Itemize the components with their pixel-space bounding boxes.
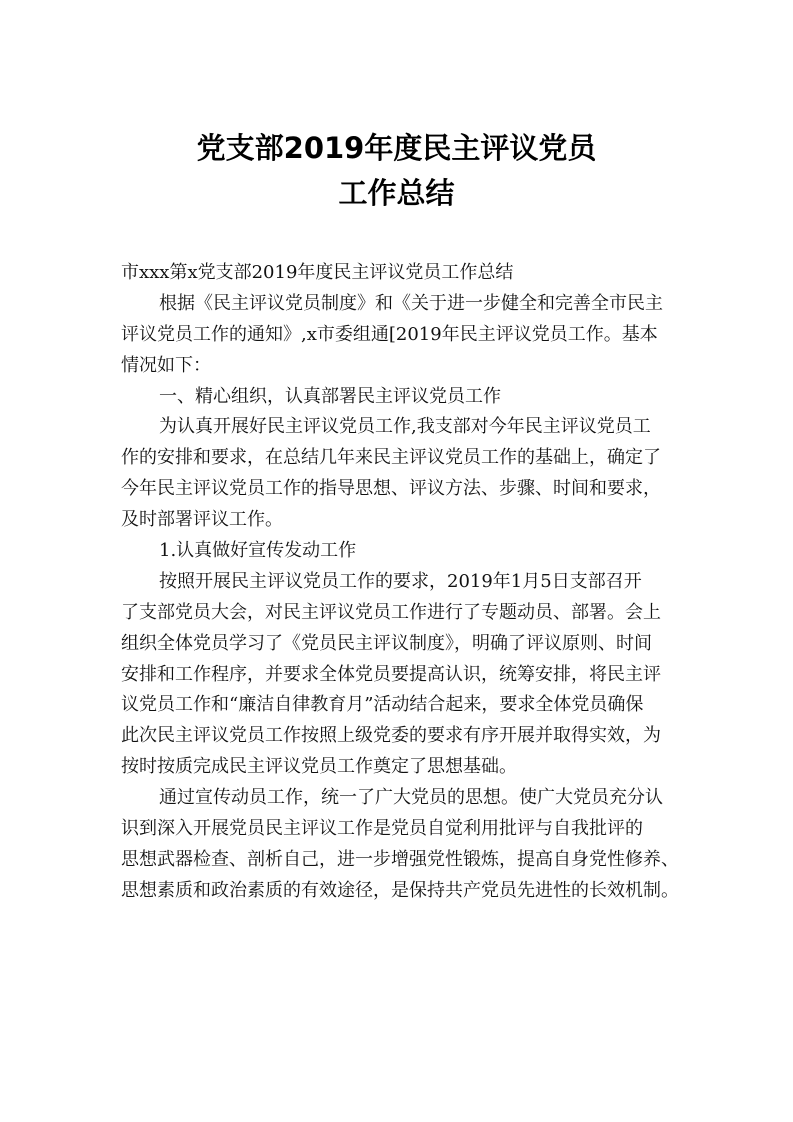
body-line: 议党员工作和“廉洁自律教育月”活动结合起来，要求全体党员确保 [121,694,644,716]
document-title-line-2: 工作总结 [338,176,455,210]
body-line: 安排和工作程序，并要求全体党员要提高认识，统筹安排，将民主评 [121,663,661,685]
body-line: 思想素质和政治素质的有效途径，是保持共产党员先进性的长效机制。 [121,879,679,901]
body-line: 作的安排和要求，在总结几年来民主评议党员工作的基础上，确定了 [121,447,661,469]
body-line: 按时按质完成民主评议党员工作奠定了思想基础。 [121,756,517,778]
body-line: 今年民主评议党员工作的指导思想、评议方法、步骤、时间和要求， [121,478,661,500]
body-line: 了支部党员大会，对民主评议党员工作进行了专题动员、部署。会上 [121,601,661,623]
section-heading: 一、精心组织，认真部署民主评议党员工作 [159,385,501,407]
body-line: 此次民主评议党员工作按照上级党委的要求有序开展并取得实效，为 [121,725,661,747]
body-line: 情况如下： [121,354,211,376]
body-line: 评议党员工作的通知》,x市委组通[2019年民主评议党员工作。基本 [121,323,658,345]
body-line: 按照开展民主评议党员工作的要求，2019年1月5日支部召开 [159,570,642,592]
body-line: 根据《民主评议党员制度》和《关于进一步健全和完善全市民主 [159,292,663,314]
body-line: 及时部署评议工作。 [121,509,283,531]
body-line: 通过宣传动员工作，统一了广大党员的思想。使广大党员充分认 [159,787,663,809]
body-line: 识到深入开展党员民主评议工作是党员自觉利用批评与自我批评的 [121,818,643,840]
body-line: 为认真开展好民主评议党员工作,我支部对今年民主评议党员工 [159,416,651,438]
subsection-heading: 1.认真做好宣传发动工作 [159,540,357,562]
body-line: 思想武器检查、剖析自己，进一步增强党性锻炼，提高自身党性修养、 [121,848,679,870]
body-line: 市xxx第x党支部2019年度民主评议党员工作总结 [121,262,514,283]
body-line: 组织全体党员学习了《党员民主评议制度》，明确了评议原则、时间 [121,632,652,654]
document-body [121,258,681,907]
document-title-line-1: 党支部2019年度民主评议党员 [196,131,597,165]
